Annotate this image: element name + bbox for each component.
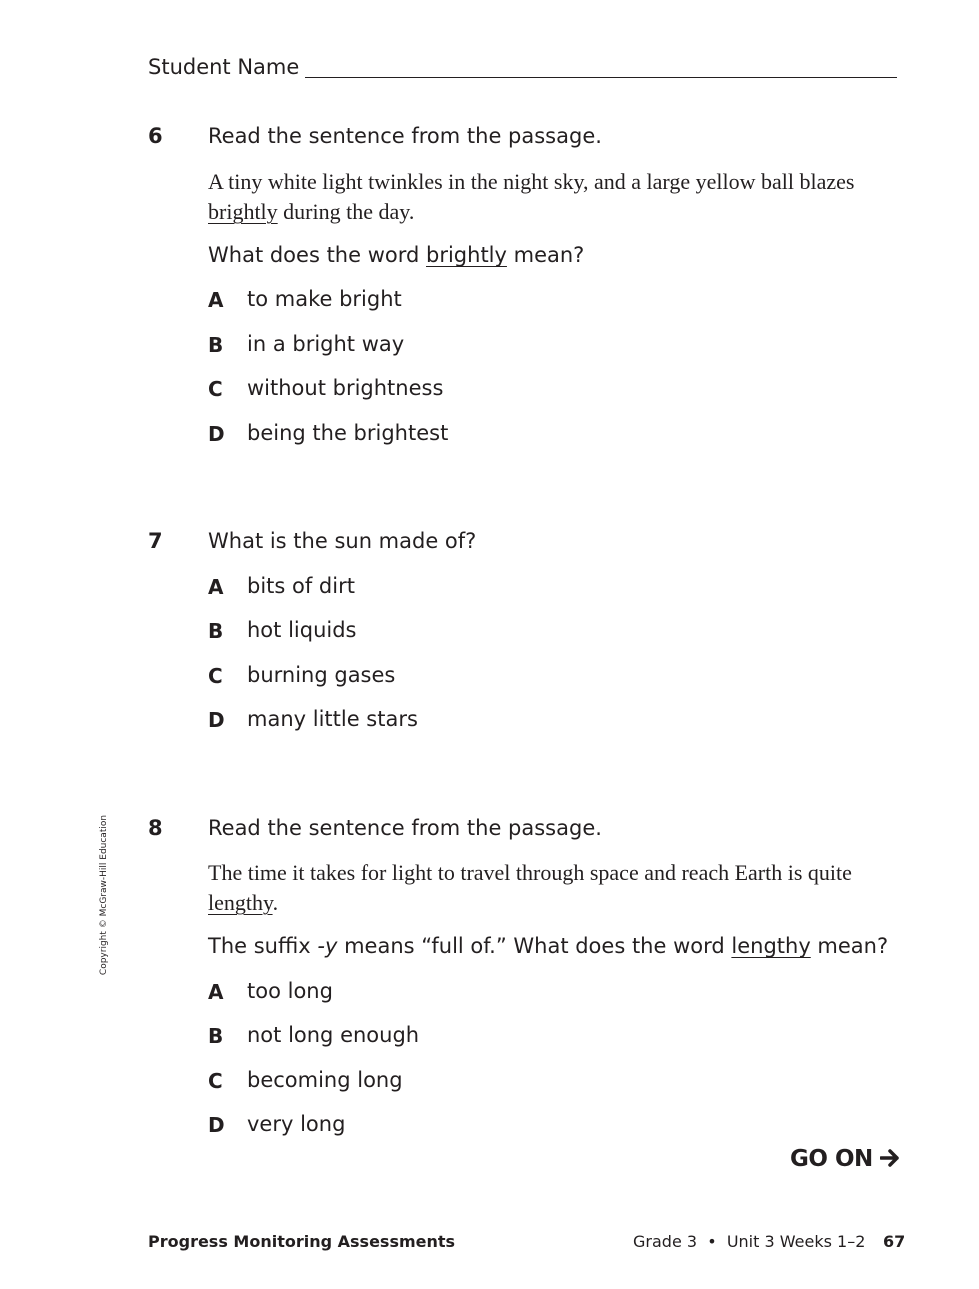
question-6-option-a[interactable]: to make bright <box>247 287 402 311</box>
footer-grade-unit: Grade 3 • Unit 3 Weeks 1–2 <box>633 1232 866 1251</box>
question-6-option-c-letter: C <box>208 377 223 401</box>
question-8-prompt-underlined-word: lengthy <box>731 934 811 958</box>
question-6-option-d[interactable]: being the brightest <box>247 421 449 445</box>
question-8-passage-underlined-word: lengthy <box>208 890 273 915</box>
question-7-option-a-letter: A <box>208 575 224 599</box>
copyright-notice: Copyright © McGraw-Hill Education <box>99 814 109 976</box>
question-6-passage: A tiny white light twinkles in the night sky, and a large yellow ball blazes brightly during the day. <box>208 169 855 224</box>
question-7-option-a[interactable]: bits of dirt <box>247 574 355 598</box>
question-6-option-b[interactable]: in a bright way <box>247 332 405 356</box>
page-number: 67 <box>883 1232 906 1251</box>
question-6-option-d-letter: D <box>208 422 225 446</box>
question-8-number: 8 <box>148 816 163 840</box>
question-6-number: 6 <box>148 124 163 148</box>
question-8-option-a-letter: A <box>208 980 224 1004</box>
go-on-label: GO ON <box>790 1146 873 1172</box>
question-7-option-d[interactable]: many little stars <box>247 707 418 731</box>
question-7-option-b[interactable]: hot liquids <box>247 618 357 642</box>
question-7-option-c[interactable]: burning gases <box>247 663 396 687</box>
question-6-option-c[interactable]: without brightness <box>247 376 444 400</box>
question-6-prompt: What does the word brightly mean? <box>208 243 585 267</box>
question-7-stem: What is the sun made of? <box>208 529 477 553</box>
student-name-label: Student Name <box>148 55 300 79</box>
question-8-option-d-letter: D <box>208 1113 225 1137</box>
question-8-prompt: The suffix -y means “full of.” What does the word lengthy mean? <box>208 934 889 958</box>
question-8-option-b[interactable]: not long enough <box>247 1023 420 1047</box>
question-6-option-a-letter: A <box>208 288 224 312</box>
question-8-option-b-letter: B <box>208 1024 224 1048</box>
question-8-option-d[interactable]: very long <box>247 1112 346 1136</box>
question-8-option-c-letter: C <box>208 1069 223 1093</box>
go-on-indicator <box>790 1146 902 1172</box>
question-6-option-b-letter: B <box>208 333 224 357</box>
question-8-passage: The time it takes for light to travel through space and reach Earth is quite lengthy. <box>208 860 852 915</box>
question-6-prompt-underlined-word: brightly <box>426 243 507 267</box>
question-7-option-d-letter: D <box>208 708 225 732</box>
question-6-stem: Read the sentence from the passage. <box>208 124 602 148</box>
student-name-line[interactable] <box>305 77 897 78</box>
footer-title: Progress Monitoring Assessments <box>148 1232 456 1251</box>
question-7-number: 7 <box>148 529 163 553</box>
question-8-stem: Read the sentence from the passage. <box>208 816 602 840</box>
question-8-option-a[interactable]: too long <box>247 979 333 1003</box>
question-8-suffix: -y <box>317 934 338 958</box>
arrow-right-icon <box>880 1148 902 1168</box>
question-7-option-b-letter: B <box>208 619 224 643</box>
question-6-passage-underlined-word: brightly <box>208 199 278 224</box>
question-7-option-c-letter: C <box>208 664 223 688</box>
question-8-option-c[interactable]: becoming long <box>247 1068 403 1092</box>
